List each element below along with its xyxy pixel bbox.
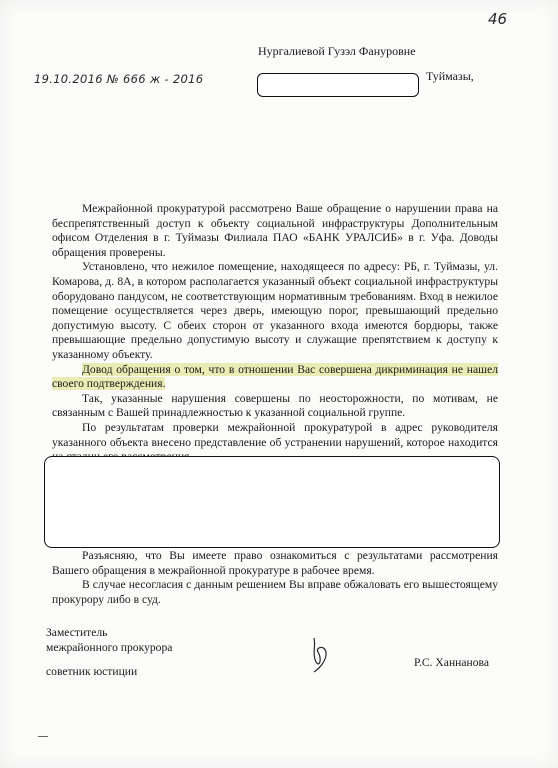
registration-number: 19.10.2016 № 666 ж - 2016 bbox=[34, 72, 204, 86]
redacted-text-box bbox=[44, 456, 500, 548]
paragraph-appeal: Межрайонной прокуратурой рассмотрено Ваше обращение о нарушении права на беспрепятственный доступ к объекту социальной инфраструктуры Дополнительным офисом Отделения в г. Туймазы Филиала ПАО «БАНК УРАЛСИБ» в г. Уфа. Доводы обращения проверены. bbox=[52, 202, 498, 259]
paragraph-appeal-rights: В случае несогласия с данным решением Вы вправе обжаловать его вышестоящему прокурору либо в суд. bbox=[52, 578, 498, 606]
redacted-address-box bbox=[257, 73, 419, 97]
signatory-title-line1: Заместитель bbox=[46, 626, 108, 639]
letter-body-closing bbox=[52, 549, 498, 607]
letter-body bbox=[52, 202, 498, 465]
handwritten-signature bbox=[300, 632, 340, 678]
paragraph-findings: Установлено, что нежилое помещение, находящееся по адресу: РБ, г. Туймазы, ул. Комарова, д. 8А, в котором располагается указанный объект социальной инфраструктуры оборудовано пандусом, не соответствующим нормативным требованиям. Вход в нежилое помещение осуществляется через дверь, имеющую порог, превышающий предельно допустимую высоту. С обеих сторон от указанного входа имеются бордюры, также превышающие предельно допустимую высоту и служащие препятствием к доступу к указанному объекту. bbox=[52, 260, 498, 361]
paragraph-representation: По результатам проверки межрайонной прокуратурой в адрес руководителя указанного объекта внесено представление об устранении нарушений, которое находится bbox=[52, 420, 498, 449]
addressee-name: Нургалиевой Гузэл Фануровне bbox=[258, 44, 416, 58]
addressee-city: Туймазы, bbox=[426, 69, 474, 83]
signatory-rank: советник юстиции bbox=[46, 665, 138, 679]
paragraph-negligence: Так, указанные нарушения совершены по неосторожности, по мотивам, не связанным с Вашей принадлежностью к указанной социальной группе. bbox=[52, 391, 498, 420]
handwritten-page-number: 46 bbox=[488, 10, 508, 28]
paragraph-discrimination bbox=[52, 363, 498, 392]
signature-block bbox=[46, 626, 172, 680]
signer-name: Р.С. Ханнанова bbox=[414, 656, 489, 669]
margin-mark bbox=[38, 736, 48, 737]
paragraph-right-to-review: Разъясняю, что Вы имеете право ознакомиться с результатами рассмотрения Вашего обращения в межрайонной прокуратуре в рабочее время. bbox=[52, 549, 498, 577]
highlighted-text: Довод обращения о том, что в отношении Вас совершена дикриминация не нашел своего подтверждения. bbox=[52, 362, 498, 391]
signatory-title-line2: межрайонного прокурора bbox=[46, 640, 173, 654]
